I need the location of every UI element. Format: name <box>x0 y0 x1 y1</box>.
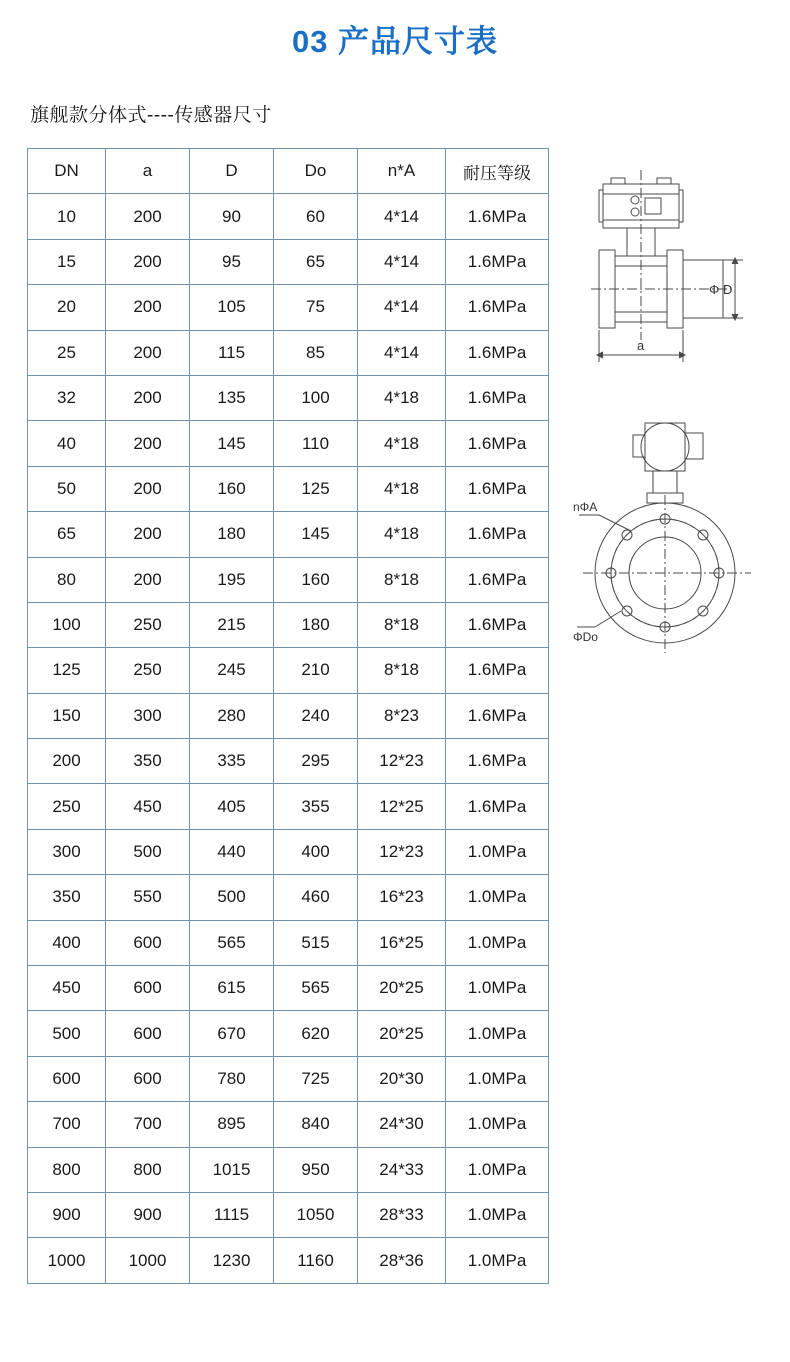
table-cell: 440 <box>190 829 274 874</box>
table-cell: 1.6MPa <box>446 466 549 511</box>
table-row <box>28 421 549 466</box>
figure-label-diameter: Φ D <box>709 282 733 297</box>
table-cell: 550 <box>106 875 190 920</box>
table-row <box>28 648 549 693</box>
table-cell: 1.0MPa <box>446 1102 549 1147</box>
table-cell: 1.0MPa <box>446 1056 549 1101</box>
table-cell: 28*33 <box>358 1192 446 1237</box>
table-cell: 780 <box>190 1056 274 1101</box>
table-row <box>28 784 549 829</box>
table-cell: 125 <box>28 648 106 693</box>
table-header-cell: Do <box>274 149 358 194</box>
table-cell: 75 <box>274 285 358 330</box>
table-header-row <box>28 149 549 194</box>
table-cell: 32 <box>28 375 106 420</box>
table-cell: 80 <box>28 557 106 602</box>
table-cell: 335 <box>190 739 274 784</box>
table-cell: 20*25 <box>358 1011 446 1056</box>
table-cell: 40 <box>28 421 106 466</box>
table-cell: 12*23 <box>358 829 446 874</box>
table-row <box>28 375 549 420</box>
table-cell: 900 <box>106 1192 190 1237</box>
table-cell: 300 <box>106 693 190 738</box>
table-cell: 1.6MPa <box>446 375 549 420</box>
table-cell: 200 <box>106 285 190 330</box>
table-cell: 50 <box>28 466 106 511</box>
table-cell: 600 <box>106 1056 190 1101</box>
table-header-cell: 耐压等级 <box>446 149 549 194</box>
figure-label-holes: nΦA <box>573 500 598 514</box>
table-cell: 160 <box>190 466 274 511</box>
table-cell: 195 <box>190 557 274 602</box>
table-cell: 1.0MPa <box>446 966 549 1011</box>
table-cell: 1050 <box>274 1192 358 1237</box>
table-cell: 950 <box>274 1147 358 1192</box>
table-cell: 800 <box>28 1147 106 1192</box>
table-cell: 800 <box>106 1147 190 1192</box>
table-cell: 200 <box>106 194 190 239</box>
table-row <box>28 512 549 557</box>
table-cell: 895 <box>190 1102 274 1147</box>
table-cell: 85 <box>274 330 358 375</box>
table-cell: 4*18 <box>358 421 446 466</box>
table-cell: 1.6MPa <box>446 330 549 375</box>
table-cell: 200 <box>106 375 190 420</box>
table-cell: 95 <box>190 239 274 284</box>
table-cell: 515 <box>274 920 358 965</box>
table-cell: 1.6MPa <box>446 784 549 829</box>
table-cell: 4*14 <box>358 330 446 375</box>
table-cell: 700 <box>106 1102 190 1147</box>
table-row <box>28 1192 549 1237</box>
table-cell: 1.6MPa <box>446 285 549 330</box>
table-row <box>28 739 549 784</box>
table-cell: 12*23 <box>358 739 446 784</box>
table-cell: 4*18 <box>358 375 446 420</box>
table-cell: 20*25 <box>358 966 446 1011</box>
table-row <box>28 194 549 239</box>
table-cell: 90 <box>190 194 274 239</box>
table-cell: 280 <box>190 693 274 738</box>
table-row <box>28 466 549 511</box>
table-header-cell: a <box>106 149 190 194</box>
table-cell: 620 <box>274 1011 358 1056</box>
table-cell: 1.0MPa <box>446 1147 549 1192</box>
table-cell: 600 <box>106 920 190 965</box>
table-cell: 1.0MPa <box>446 1192 549 1237</box>
table-cell: 4*18 <box>358 466 446 511</box>
table-cell: 60 <box>274 194 358 239</box>
table-cell: 250 <box>106 602 190 647</box>
table-cell: 1015 <box>190 1147 274 1192</box>
table-cell: 20*30 <box>358 1056 446 1101</box>
table-cell: 450 <box>106 784 190 829</box>
table-cell: 8*18 <box>358 557 446 602</box>
table-cell: 10 <box>28 194 106 239</box>
table-cell: 180 <box>274 602 358 647</box>
dimension-table <box>27 148 549 1284</box>
table-cell: 1000 <box>106 1238 190 1283</box>
table-cell: 1.0MPa <box>446 875 549 920</box>
table-cell: 725 <box>274 1056 358 1101</box>
table-cell: 125 <box>274 466 358 511</box>
table-cell: 350 <box>106 739 190 784</box>
table-row <box>28 829 549 874</box>
table-cell: 8*18 <box>358 602 446 647</box>
table-cell: 1.6MPa <box>446 648 549 693</box>
table-row <box>28 693 549 738</box>
sensor-flange-front-view-diagram <box>573 415 763 675</box>
table-row <box>28 1011 549 1056</box>
table-cell: 400 <box>274 829 358 874</box>
table-cell: 150 <box>28 693 106 738</box>
table-cell: 200 <box>28 739 106 784</box>
table-cell: 670 <box>190 1011 274 1056</box>
table-cell: 28*36 <box>358 1238 446 1283</box>
table-header-cell: n*A <box>358 149 446 194</box>
table-cell: 300 <box>28 829 106 874</box>
table-cell: 12*25 <box>358 784 446 829</box>
table-cell: 1230 <box>190 1238 274 1283</box>
figure-label-length: a <box>637 338 645 353</box>
table-cell: 200 <box>106 239 190 284</box>
table-cell: 600 <box>106 1011 190 1056</box>
table-cell: 4*18 <box>358 512 446 557</box>
table-cell: 200 <box>106 512 190 557</box>
table-row <box>28 557 549 602</box>
table-row <box>28 1238 549 1283</box>
table-cell: 215 <box>190 602 274 647</box>
table-cell: 105 <box>190 285 274 330</box>
dimension-table-wrapper <box>27 148 548 1284</box>
table-cell: 1.6MPa <box>446 602 549 647</box>
table-cell: 1.6MPa <box>446 557 549 602</box>
table-cell: 450 <box>28 966 106 1011</box>
table-cell: 24*33 <box>358 1147 446 1192</box>
page-title: 03 产品尺寸表 <box>291 24 499 59</box>
table-cell: 600 <box>106 966 190 1011</box>
table-cell: 160 <box>274 557 358 602</box>
table-cell: 245 <box>190 648 274 693</box>
table-cell: 500 <box>106 829 190 874</box>
table-cell: 615 <box>190 966 274 1011</box>
table-cell: 1.0MPa <box>446 1011 549 1056</box>
table-cell: 500 <box>28 1011 106 1056</box>
table-cell: 405 <box>190 784 274 829</box>
table-cell: 25 <box>28 330 106 375</box>
table-cell: 460 <box>274 875 358 920</box>
table-row <box>28 966 549 1011</box>
table-cell: 600 <box>28 1056 106 1101</box>
table-cell: 400 <box>28 920 106 965</box>
table-cell: 24*30 <box>358 1102 446 1147</box>
table-cell: 200 <box>106 421 190 466</box>
table-cell: 65 <box>28 512 106 557</box>
table-cell: 250 <box>106 648 190 693</box>
table-cell: 1.0MPa <box>446 1238 549 1283</box>
table-cell: 135 <box>190 375 274 420</box>
table-cell: 1160 <box>274 1238 358 1283</box>
table-cell: 145 <box>190 421 274 466</box>
dimension-table-body <box>28 194 549 1283</box>
section-subtitle: 旗舰款分体式----传感器尺寸 <box>30 105 272 126</box>
table-cell: 900 <box>28 1192 106 1237</box>
table-cell: 1.0MPa <box>446 829 549 874</box>
table-row <box>28 1102 549 1147</box>
sensor-side-view-diagram <box>575 170 755 400</box>
table-cell: 8*23 <box>358 693 446 738</box>
table-cell: 100 <box>28 602 106 647</box>
table-cell: 1.6MPa <box>446 739 549 784</box>
table-cell: 8*18 <box>358 648 446 693</box>
table-cell: 4*14 <box>358 285 446 330</box>
table-cell: 1000 <box>28 1238 106 1283</box>
table-cell: 20 <box>28 285 106 330</box>
table-row <box>28 285 549 330</box>
table-cell: 65 <box>274 239 358 284</box>
table-header-cell: DN <box>28 149 106 194</box>
table-cell: 200 <box>106 330 190 375</box>
table-cell: 200 <box>106 466 190 511</box>
technical-drawings <box>565 160 770 680</box>
table-row <box>28 875 549 920</box>
table-cell: 180 <box>190 512 274 557</box>
table-cell: 4*14 <box>358 194 446 239</box>
table-row <box>28 330 549 375</box>
table-cell: 115 <box>190 330 274 375</box>
table-cell: 16*23 <box>358 875 446 920</box>
table-cell: 840 <box>274 1102 358 1147</box>
table-cell: 1.6MPa <box>446 693 549 738</box>
table-cell: 1.6MPa <box>446 194 549 239</box>
table-cell: 1.6MPa <box>446 421 549 466</box>
table-cell: 1.0MPa <box>446 920 549 965</box>
table-cell: 250 <box>28 784 106 829</box>
table-cell: 4*14 <box>358 239 446 284</box>
table-cell: 295 <box>274 739 358 784</box>
table-cell: 110 <box>274 421 358 466</box>
table-cell: 100 <box>274 375 358 420</box>
table-row <box>28 1147 549 1192</box>
table-cell: 565 <box>190 920 274 965</box>
table-cell: 210 <box>274 648 358 693</box>
table-cell: 16*25 <box>358 920 446 965</box>
table-row <box>28 920 549 965</box>
table-cell: 500 <box>190 875 274 920</box>
table-row <box>28 239 549 284</box>
table-cell: 145 <box>274 512 358 557</box>
table-header-cell: D <box>190 149 274 194</box>
table-row <box>28 602 549 647</box>
table-cell: 1.6MPa <box>446 239 549 284</box>
table-cell: 700 <box>28 1102 106 1147</box>
figure-label-bolt-circle: ΦDo <box>573 630 598 644</box>
table-cell: 240 <box>274 693 358 738</box>
table-cell: 355 <box>274 784 358 829</box>
table-cell: 350 <box>28 875 106 920</box>
table-cell: 1115 <box>190 1192 274 1237</box>
table-cell: 565 <box>274 966 358 1011</box>
table-cell: 1.6MPa <box>446 512 549 557</box>
table-cell: 15 <box>28 239 106 284</box>
table-row <box>28 1056 549 1101</box>
table-cell: 200 <box>106 557 190 602</box>
